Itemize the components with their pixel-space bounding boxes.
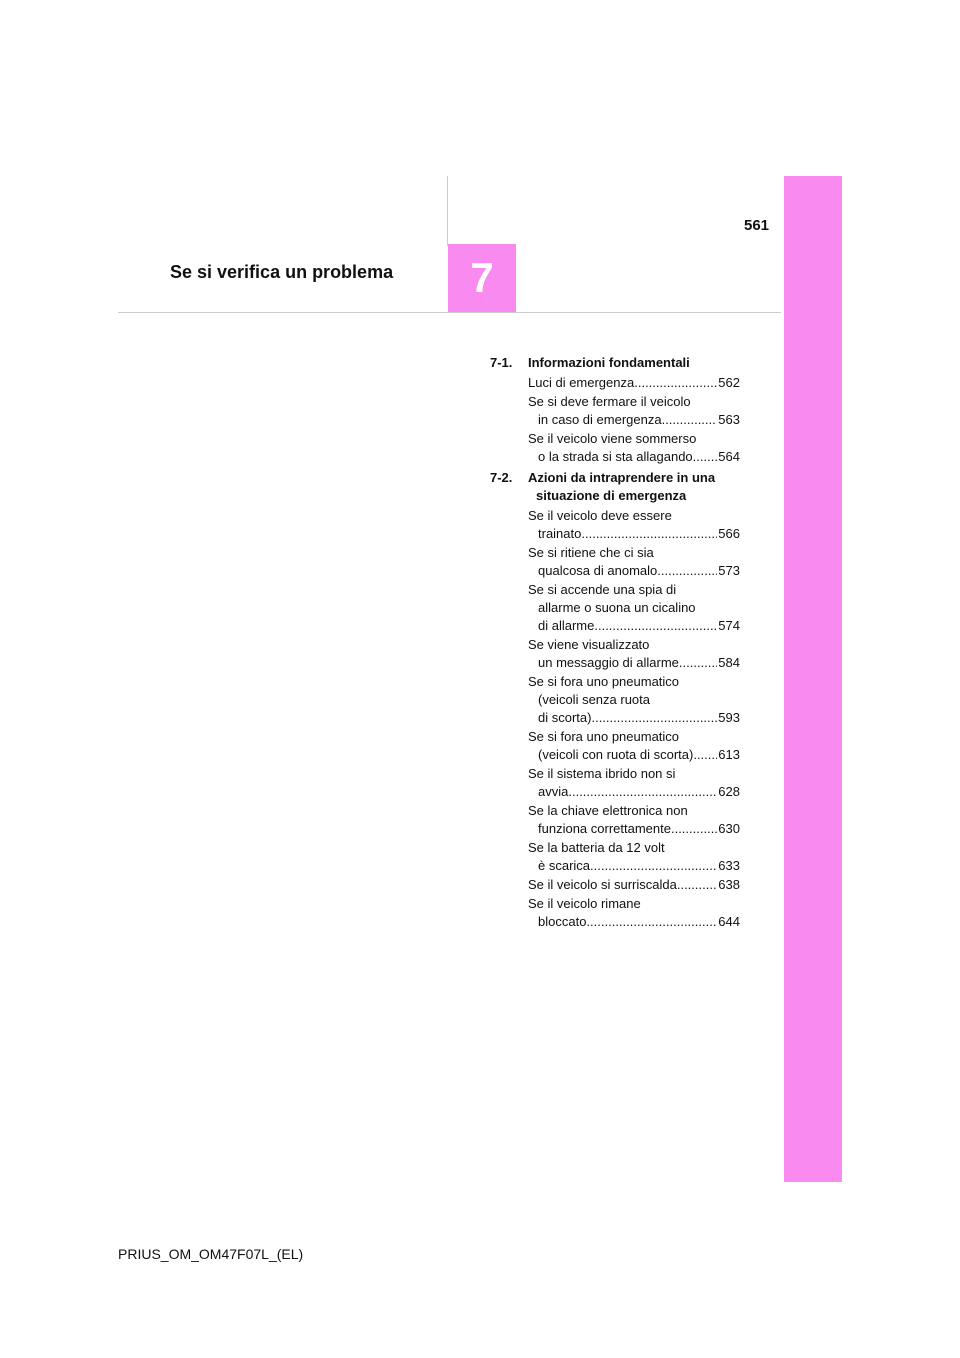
toc-leader-dots — [568, 783, 717, 801]
toc-entry-last-line — [528, 525, 740, 543]
toc-entry-last-line — [528, 820, 740, 838]
footer-code: PRIUS_OM_OM47F07L_(EL) — [118, 1246, 304, 1262]
chapter-side-tab — [784, 176, 842, 1182]
header-divider-horizontal — [118, 312, 781, 313]
toc-section-title-line: Informazioni fondamentali — [528, 355, 690, 370]
toc-leader-dots — [679, 654, 717, 672]
toc-entry-link[interactable] — [528, 636, 740, 672]
toc-entry-line: allarme o suona un cicalino — [538, 600, 696, 615]
toc-entry-line: Se la batteria da 12 volt — [528, 840, 665, 855]
toc-leader-dots — [591, 709, 717, 727]
toc-entry-line: Se si fora uno pneumatico — [528, 674, 680, 689]
toc-section-title-line: Azioni da intraprendere in una — [528, 470, 716, 485]
toc-entry-link[interactable] — [528, 393, 740, 429]
toc-entry-page: 562 — [718, 375, 740, 390]
toc-entry-line: Se si deve fermare il veicolo — [528, 394, 691, 409]
toc-entry-page: 574 — [718, 618, 740, 633]
table-of-contents — [490, 354, 740, 934]
toc-leader-dots — [581, 525, 717, 543]
page-number: 561 — [744, 217, 770, 234]
toc-entry-link[interactable] — [528, 581, 740, 635]
toc-entry-line: Se il sistema ibrido non si — [528, 766, 676, 781]
toc-entry-line: Se il veicolo rimane — [528, 896, 641, 911]
toc-section-number: 7-2. — [490, 470, 513, 485]
toc-entry-link[interactable] — [528, 673, 740, 727]
toc-entry-page: 573 — [718, 563, 740, 578]
toc-entry-line: bloccato — [538, 914, 587, 929]
toc-leader-dots — [662, 411, 718, 429]
toc-entry-page: 584 — [718, 655, 740, 670]
toc-leader-dots — [590, 857, 717, 875]
toc-entry-last-line — [528, 374, 740, 392]
toc-entry-link[interactable] — [528, 876, 740, 894]
toc-entry-last-line — [528, 709, 740, 727]
toc-entry-line: o la strada si sta allagando — [538, 449, 693, 464]
toc-entry-last-line — [528, 562, 740, 580]
toc-section-title — [528, 469, 740, 505]
toc-entry-line: Se si ritiene che ci sia — [528, 545, 654, 560]
chapter-number: 7 — [470, 254, 494, 301]
toc-leader-dots — [693, 746, 717, 764]
chapter-title: Se si verifica un problema — [170, 262, 394, 282]
toc-entry-line: Se il veicolo deve essere — [528, 508, 672, 523]
chapter-number-box — [448, 244, 516, 312]
toc-entry-last-line — [528, 783, 740, 801]
toc-entry-line: (veicoli senza ruota — [538, 692, 650, 707]
toc-entry-line: è scarica — [538, 858, 591, 873]
toc-entry-page: 644 — [718, 914, 740, 929]
toc-entry-link[interactable] — [528, 765, 740, 801]
toc-entry-line: Se si fora uno pneumatico — [528, 729, 680, 744]
toc-leader-dots — [671, 820, 717, 838]
toc-entry-last-line — [528, 654, 740, 672]
toc-entry-last-line — [528, 617, 740, 635]
toc-entry-link[interactable] — [528, 430, 740, 466]
toc-entry-link[interactable] — [528, 374, 740, 392]
toc-entry-line: Se si accende una spia di — [528, 582, 677, 597]
toc-entry-page: 564 — [718, 449, 740, 464]
toc-leader-dots — [586, 913, 717, 931]
toc-section-heading — [490, 469, 740, 505]
toc-entry-line: trainato — [538, 526, 582, 541]
toc-entry-line: Se il veicolo viene sommerso — [528, 431, 697, 446]
toc-entry-link[interactable] — [528, 895, 740, 931]
toc-leader-dots — [657, 562, 717, 580]
toc-leader-dots — [594, 617, 717, 635]
toc-entry-page: 563 — [718, 412, 740, 427]
toc-section-title — [528, 354, 740, 372]
toc-entry-page: 593 — [718, 710, 740, 725]
toc-entry-last-line — [528, 411, 740, 429]
toc-entry-page: 566 — [718, 526, 740, 541]
toc-entry-line: Se viene visualizzato — [528, 637, 650, 652]
toc-entry-line: (veicoli con ruota di scorta) — [538, 747, 694, 762]
toc-entry-line: Se la chiave elettronica non — [528, 803, 688, 818]
toc-entry-last-line — [528, 876, 740, 894]
toc-entry-line: in caso di emergenza — [538, 412, 662, 427]
toc-entry-link[interactable] — [528, 507, 740, 543]
toc-entry-line: un messaggio di allarme — [538, 655, 679, 670]
toc-entry-last-line — [528, 857, 740, 875]
toc-entry-line: avvia — [538, 784, 569, 799]
toc-entry-last-line — [528, 913, 740, 931]
toc-leader-dots — [677, 876, 717, 894]
toc-entry-link[interactable] — [528, 544, 740, 580]
toc-entry-page: 630 — [718, 821, 740, 836]
toc-entry-page: 633 — [718, 858, 740, 873]
toc-leader-dots — [693, 448, 718, 466]
toc-section-title-line: situazione di emergenza — [536, 488, 687, 503]
toc-entry-page: 628 — [718, 784, 740, 799]
toc-entry-link[interactable] — [528, 839, 740, 875]
header-divider-vertical — [447, 176, 448, 246]
toc-leader-dots — [634, 374, 717, 392]
toc-entry-line: di scorta) — [538, 710, 592, 725]
toc-entry-line: Luci di emergenza — [528, 375, 635, 390]
toc-section-number: 7-1. — [490, 355, 513, 370]
toc-entry-link[interactable] — [528, 728, 740, 764]
toc-entry-line: funziona correttamente — [538, 821, 671, 836]
toc-entry-last-line — [528, 448, 740, 466]
toc-entry-page: 638 — [718, 877, 740, 892]
toc-entry-line: qualcosa di anomalo — [538, 563, 658, 578]
toc-entry-link[interactable] — [528, 802, 740, 838]
toc-entry-last-line — [528, 746, 740, 764]
toc-entry-line: di allarme — [538, 618, 595, 633]
toc-section-heading — [490, 354, 740, 372]
toc-entry-page: 613 — [718, 747, 740, 762]
toc-section-gap — [490, 932, 740, 934]
toc-entry-line: Se il veicolo si surriscalda — [528, 877, 677, 892]
